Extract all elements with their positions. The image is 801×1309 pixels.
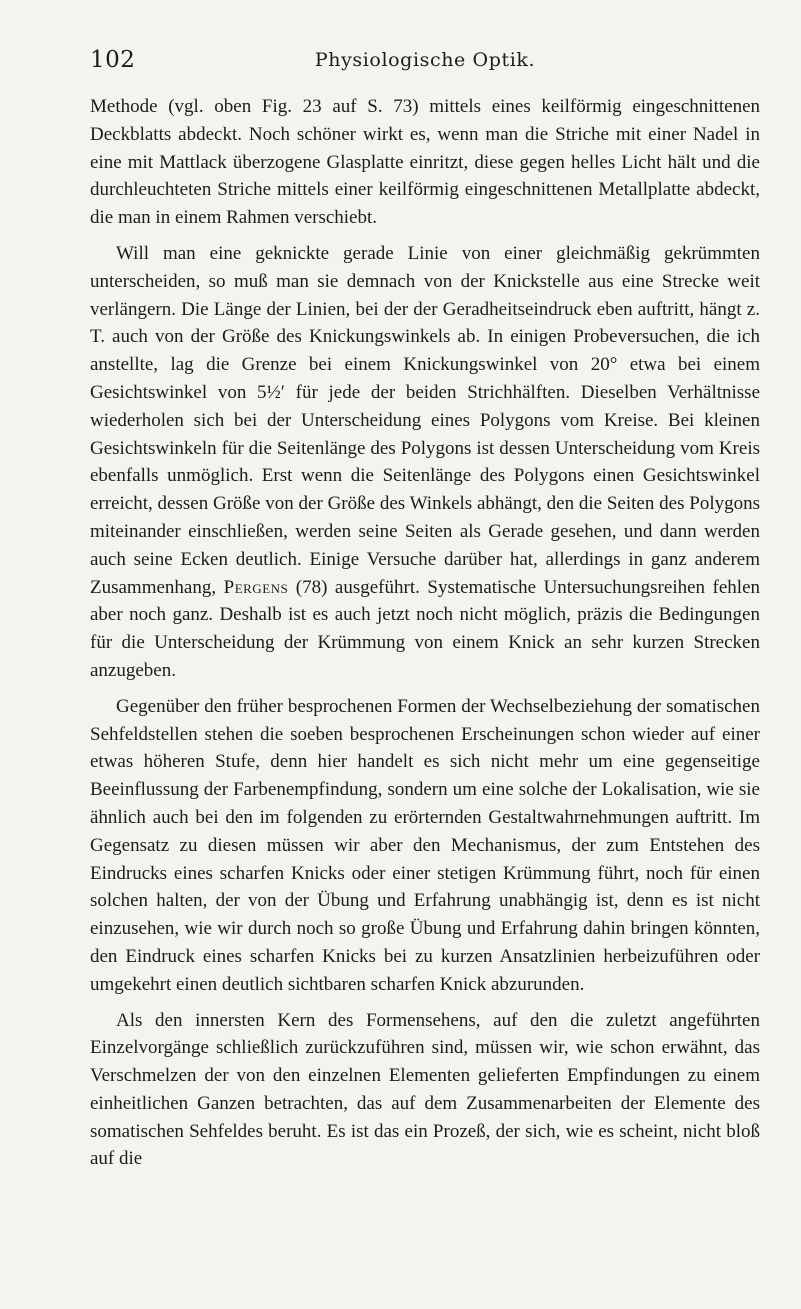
- paragraph-continuation: Methode (vgl. oben Fig. 23 auf S. 73) mittels eines keilförmig eingeschnittenen Deckblatts abdeckt. Noch schöner wirkt es, wenn man die Striche mit einer Nadel in eine mit Mattlack überzogene Glasplatte einritzt, diese gegen helles Licht hält und die durchleuchteten Striche mittels einer keilförmig eingeschnittenen Metallplatte abdeckt, die man in einem Rahmen verschiebt.: [90, 96, 760, 229]
- page-header: [90, 47, 760, 81]
- paragraph-text: Will man eine geknickte gerade Linie von einer gleichmäßig gekrümmten unterscheiden, so muß man sie demnach von der Knickstelle aus eine Strecke weit verlängern. Die Länge der Linien, bei der der Geradheitseindruck eben auftritt, hängt z. T. auch von der Größe des Knickungswinkels ab. In einigen Probeversuchen, die ich anstellte, lag die Grenze bei einem Knickungswinkel von 20° etwa bei einem Gesichtswinkel von 5½′ für jede der beiden Strichhälften. Dieselben Verhältnisse wiederholen sich bei der Unterscheidung eines Polygons vom Kreise. Bei kleinen Gesichtswinkeln für die Seitenlänge des Polygons ist dessen Unterscheidung vom Kreis ebenfalls unmöglich. Erst wenn die Seitenlänge des Polygons einen Gesichtswinkel erreicht, dessen Größe von der Größe des Winkels abhängt, den die Seiten des Polygons miteinander einschließen, werden seine Seiten als Gerade gesehen, und dann werden auch seine Ecken deutlich. Einige Versuche darüber hat, allerdings in ganz anderem Zusammenhang,: [90, 242, 760, 598]
- paragraph-form-vision: Als den innersten Kern des Formensehens, auf den die zuletzt angeführten Einzelvorgänge schließlich zurückzuführen sind, müssen wir, wie schon erwähnt, das Verschmelzen der von den einzelnen Elementen gelieferten Empfindungen zu einem einheitlichen Ganzen betrachten, das auf dem Zusammenarbeiten der Elemente des somatischen Sehfeldes beruht. Es ist das ein Prozeß, der sich, wie es scheint, nicht bloß auf die: [90, 1009, 760, 1170]
- paragraph-knick-curve: [90, 240, 760, 685]
- page-number: 102: [90, 47, 136, 73]
- paragraph-somatic-fields: Gegenüber den früher besprochenen Formen der Wechselbeziehung der somatischen Sehfeldstellen stehen die soeben besprochenen Erscheinungen schon wieder auf einer etwas höheren Stufe, denn hier handelt es sich nicht mehr um eine gegenseitige Beeinflussung der Farbenempfindung, sondern um eine solche der Lokalisation, wie sie ähnlich auch bei den im folgenden zu erörternden Gestaltwahrnehmungen auftritt. Im Gegensatz zu diesen müssen wir aber den Mechanismus, der zum Entstehen des Eindrucks eines scharfen Knicks oder einer stetigen Krümmung führt, noch für einen solchen halten, der von der Übung und Erfahrung unabhängig ist, denn es ist nicht einzusehen, wie wir durch noch so große Übung und Erfahrung dahin bringen könnten, den Eindruck eines scharfen Knicks bei zu kurzen Ansatzlinien herbeizuführen oder umgekehrt einen deutlich sichtbaren scharfen Knick abzurunden.: [90, 695, 760, 995]
- book-page: [90, 47, 760, 1181]
- author-citation: Pergens: [223, 576, 289, 598]
- paragraph-text: (78) ausgeführt. Systematische Untersuchungsreihen fehlen aber noch ganz. Deshalb ist es auch jetzt noch nicht möglich, präzis die Bedingungen für die Unterscheidung der Krümmung von einem Knick an sehr kurzen Strecken anzugeben.: [90, 576, 761, 681]
- body-text: [90, 93, 760, 1173]
- running-title: Physiologische Optik.: [314, 49, 536, 71]
